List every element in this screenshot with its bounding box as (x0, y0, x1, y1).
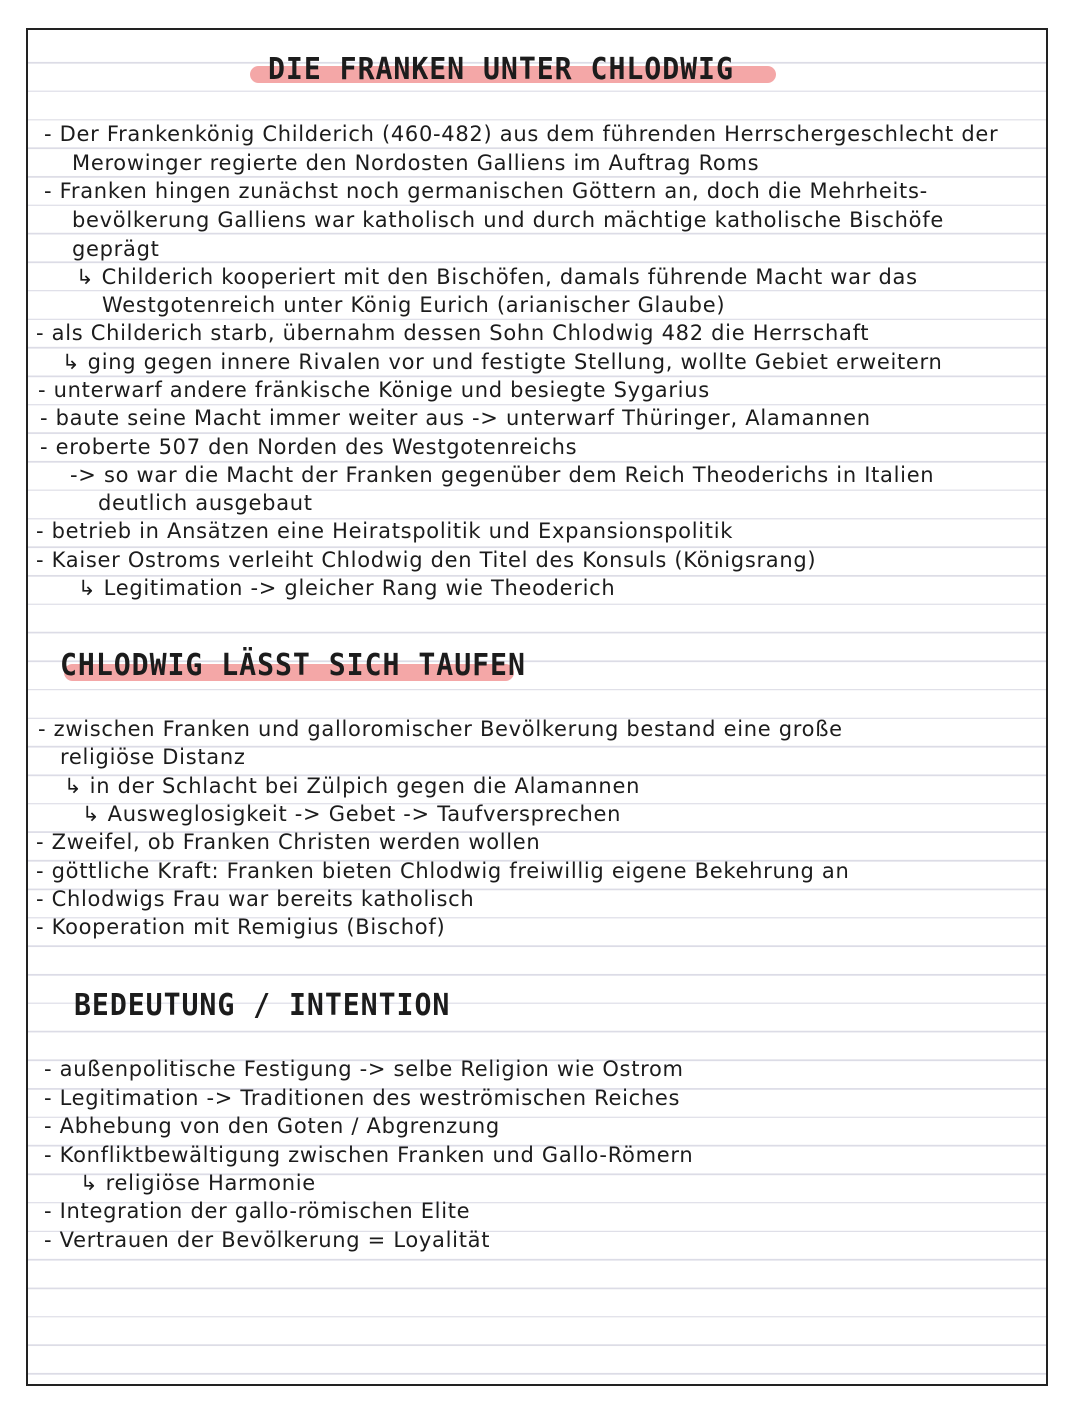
note-line: - Franken hingen zunächst noch germanischen Göttern an, doch die Mehrheits- (44, 179, 928, 203)
note-line: - als Childerich starb, übernahm dessen Sohn Chlodwig 482 die Herrschaft (36, 321, 870, 345)
note-line: - Integration der gallo-römischen Elite (44, 1199, 471, 1223)
note-line: Merowinger regierte den Nordosten Galliens im Auftrag Roms (72, 151, 760, 175)
note-line: Westgotenreich unter König Eurich (arianischer Glaube) (102, 293, 726, 317)
note-line: - Zweifel, ob Franken Christen werden wollen (36, 830, 541, 854)
note-line: -> so war die Macht der Franken gegenüber dem Reich Theoderichs in Italien (70, 463, 935, 487)
note-line: - Vertrauen der Bevölkerung = Loyalität (44, 1228, 491, 1252)
note-line: - unterwarf andere fränkische Könige und besiegte Sygarius (38, 378, 710, 402)
note-line: ↳ Ausweglosigkeit -> Gebet -> Taufversprechen (82, 802, 622, 826)
note-line: - Kooperation mit Remigius (Bischof) (36, 915, 446, 939)
note-line: - betrieb in Ansätzen eine Heiratspolitik und Expansionspolitik (36, 519, 734, 543)
section-title-bedeutung: BEDEUTUNG / INTENTION (74, 988, 451, 1023)
note-line: - Chlodwigs Frau war bereits katholisch (36, 887, 475, 911)
note-line: ↳ Childerich kooperiert mit den Bischöfen, damals führende Macht war das (76, 265, 918, 289)
note-line: geprägt (72, 237, 160, 261)
note-line: - Kaiser Ostroms verleiht Chlodwig den Titel des Konsuls (Königsrang) (36, 548, 817, 572)
note-line: bevölkerung Galliens war katholisch und durch mächtige katholische Bischöfe (72, 208, 944, 232)
section-title-taufe: CHLODWIG LÄSST SICH TAUFEN (60, 648, 526, 683)
note-line: - göttliche Kraft: Franken bieten Chlodwig freiwillig eigene Bekehrung an (36, 859, 850, 883)
note-line: religiöse Distanz (60, 745, 246, 769)
note-line: ↳ in der Schlacht bei Zülpich gegen die Alamannen (64, 774, 641, 798)
section-title-franken: DIE FRANKEN UNTER CHLODWIG (268, 52, 734, 87)
note-line: - Konfliktbewältigung zwischen Franken und Gallo-Römern (44, 1143, 694, 1167)
note-line: - außenpolitische Festigung -> selbe Religion wie Ostrom (44, 1057, 684, 1081)
note-line: - zwischen Franken und galloromischer Bevölkerung bestand eine große (38, 717, 843, 741)
note-line: ↳ ging gegen innere Rivalen vor und festigte Stellung, wollte Gebiet erweitern (62, 350, 943, 374)
note-line: ↳ religiöse Harmonie (80, 1171, 316, 1195)
note-line: - Legitimation -> Traditionen des weströmischen Reiches (44, 1086, 681, 1110)
note-line: ↳ Legitimation -> gleicher Rang wie Theoderich (78, 576, 616, 600)
note-line: deutlich ausgebaut (98, 491, 313, 515)
note-line: - baute seine Macht immer weiter aus -> unterwarf Thüringer, Alamannen (40, 406, 871, 430)
note-line: - Der Frankenkönig Childerich (460-482) aus dem führenden Herrschergeschlecht der (44, 122, 999, 146)
note-line: - eroberte 507 den Norden des Westgotenreichs (40, 435, 578, 459)
note-line: - Abhebung von den Goten / Abgrenzung (44, 1114, 500, 1138)
